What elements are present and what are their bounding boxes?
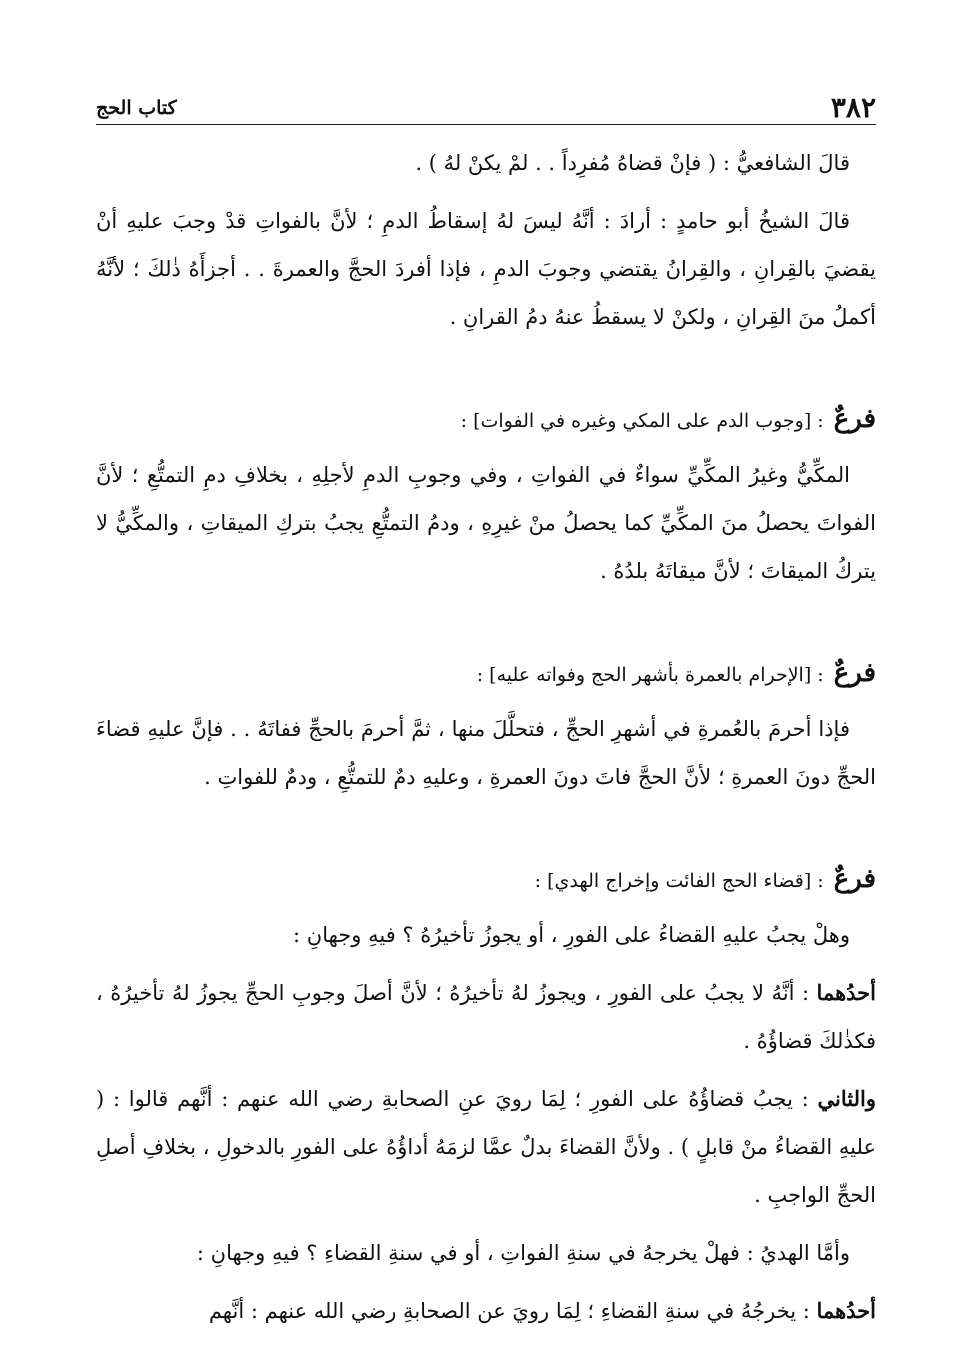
paragraph — [96, 1075, 876, 1219]
running-header — [96, 84, 876, 125]
paragraph-text: قالَ الشيخُ أبو حامدٍ : أرادَ : أنَّهُ ليسَ لهُ إسقاطُ الدمِ ؛ لأنَّ بالفواتِ قدْ وجبَ عليهِ أنْ يقضيَ بالقِرانِ ، والقِرانُ يقتضي وجوبَ الدمِ ، فإذا أفردَ الحجَّ والعمرةَ . . أجزأَهُ ذٰلكَ ؛ لأنَّهُ أكملُ منَ القِرانِ ، ولكنْ لا يسقطُ عنهُ دمُ القرانِ . — [96, 209, 876, 329]
heading-label: فرعٌ — [833, 658, 876, 688]
paragraph — [96, 1287, 876, 1335]
paragraph-lead: أحدُهما — [816, 1298, 876, 1323]
paragraph — [96, 1229, 876, 1277]
paragraph-text: المكِّيُّ وغيرُ المكِّيِّ سواءٌ في الفواتِ ، وفي وجوبِ الدمِ لأجلِهِ ، بخلافِ دمِ التمتُّعِ ؛ لأنَّ الفواتَ يحصلُ منَ المكِّيِّ كما يحصلُ منْ غيرِهِ ، ودمُ التمتُّعِ يجبُ بتركِ الميقاتِ ، والمكِّيُّ لا يتركُ الميقاتَ ؛ لأنَّ ميقاتَهُ بلدُهُ . — [96, 463, 876, 583]
book-page — [96, 84, 876, 1345]
heading-label: فرعٌ — [833, 404, 876, 434]
paragraph-text: : يخرجُهُ في سنةِ القضاءِ ؛ لِمَا رويَ عن الصحابةِ رضي الله عنهم : أنَّهم — [208, 1299, 817, 1323]
page-body — [96, 139, 876, 1335]
paragraph — [96, 197, 876, 341]
paragraph — [96, 139, 876, 187]
paragraph-text: وهلْ يجبُ عليهِ القضاءُ على الفورِ ، أو يجوزُ تأخيرُهُ ؟ فيهِ وجهانِ : — [293, 923, 850, 947]
paragraph-text: : يجبُ قضاؤُهُ على الفورِ ؛ لِمَا رويَ عنِ الصحابةِ رضي الله عنهم : أنَّهم قالوا : ( عليهِ القضاءُ منْ قابلٍ ) . ولأنَّ القضاءَ بدلٌ عمَّا لزمَهُ أداؤُهُ على الفورِ بالدخولِ ، بخلافِ أصلِ الحجِّ الواجبِ . — [96, 1087, 876, 1207]
section-heading — [96, 853, 876, 907]
paragraph-lead: أحدُهما — [816, 980, 876, 1005]
paragraph-text: قالَ الشافعيُّ : ( فإنْ قضاهُ مُفرِداً . . لمْ يكنْ لهُ ) . — [415, 151, 850, 175]
paragraph-text: فإذا أحرمَ بالعُمرةِ في أشهرِ الحجِّ ، فتحلَّلَ منها ، ثمَّ أحرمَ بالحجِّ ففاتَهُ . . فإنَّ عليهِ قضاءَ الحجِّ دونَ العمرةِ ؛ لأنَّ الحجَّ فاتَ دونَ العمرةِ ، وعليهِ دمٌ للتمتُّعِ ، ودمٌ للفواتِ . — [96, 717, 876, 789]
paragraph — [96, 705, 876, 801]
paragraph-text: : أنَّهُ لا يجبُ على الفورِ ، ويجوزُ لهُ تأخيرُهُ ؛ لأنَّ أصلَ وجوبِ الحجِّ يجوزُ لهُ تأخيرُهُ ، فكذٰلكَ قضاؤُهُ . — [96, 981, 876, 1053]
paragraph — [96, 969, 876, 1065]
heading-title: : [قضاء الحج الفائت وإخراج الهدي] : — [534, 870, 824, 892]
heading-title: : [وجوب الدم على المكي وغيره في الفوات] : — [460, 410, 824, 432]
section-heading — [96, 647, 876, 701]
heading-title: : [الإحرام بالعمرة بأشهر الحج وفواته عليه] : — [476, 664, 824, 686]
section-heading — [96, 393, 876, 447]
page-number: ٣٨٢ — [830, 91, 876, 124]
paragraph-lead: والثاني — [817, 1086, 876, 1111]
paragraph — [96, 911, 876, 959]
book-title: كتاب الحج — [96, 97, 177, 119]
paragraph — [96, 451, 876, 595]
heading-label: فرعٌ — [833, 864, 876, 894]
paragraph-text: وأمَّا الهديُ : فهلْ يخرجهُ في سنةِ الفواتِ ، أو في سنةِ القضاءِ ؟ فيهِ وجهانِ : — [196, 1241, 850, 1265]
